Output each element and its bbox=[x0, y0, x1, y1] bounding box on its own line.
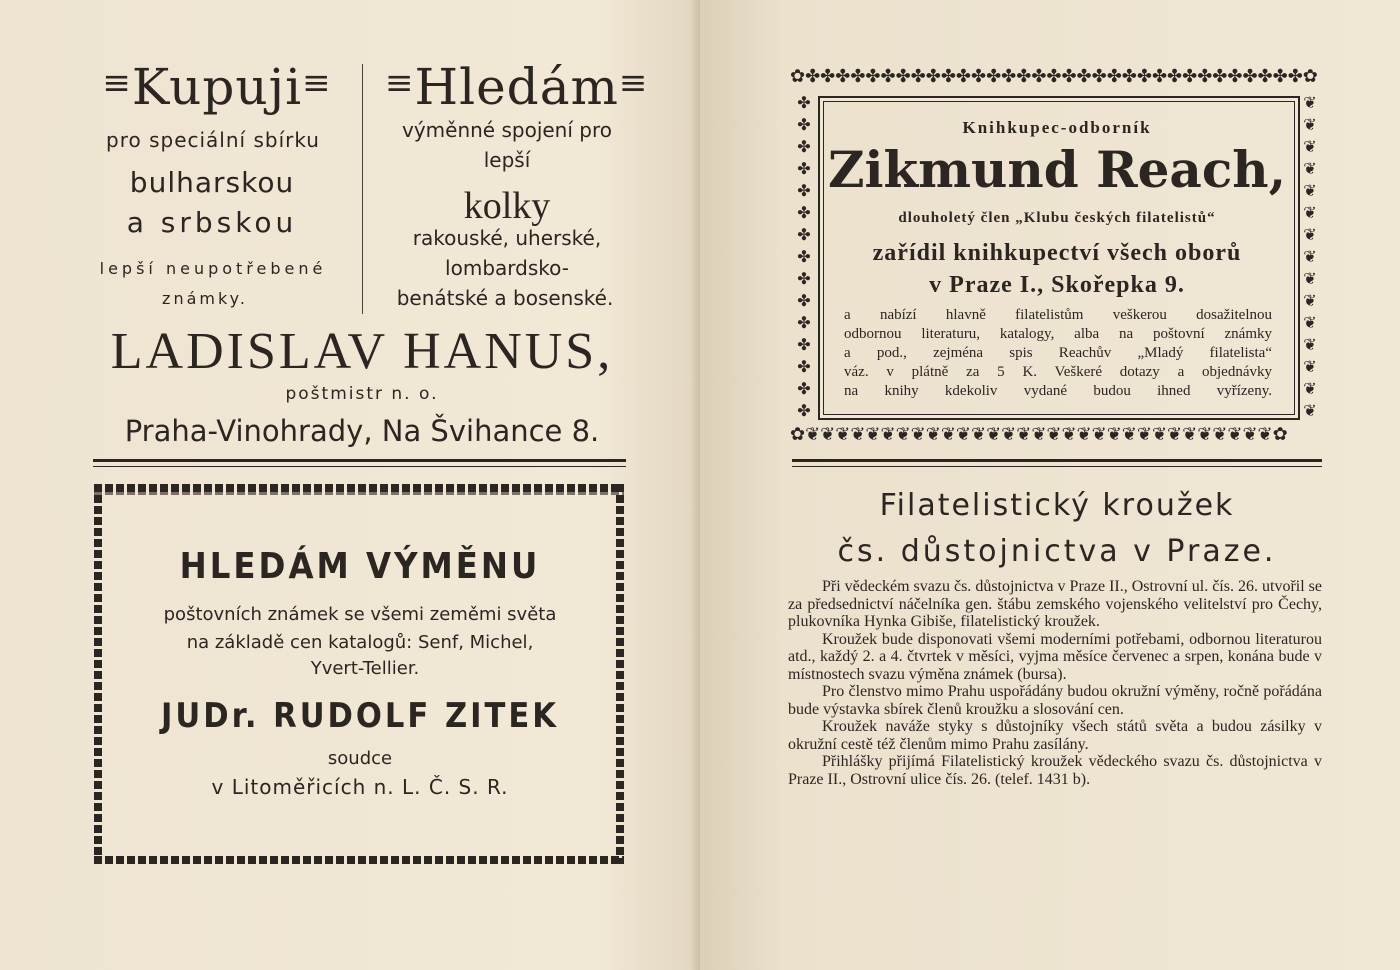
kupuji-heading: ≡Kupuji≡ bbox=[102, 58, 332, 116]
section-rule bbox=[93, 459, 626, 462]
dotted-border-bottom bbox=[94, 856, 624, 864]
reach-text-line: váz. v plátně za 5 K. Veškeré dotazy a objednávky bbox=[844, 364, 1272, 380]
hledam-line-3: kolky bbox=[463, 185, 551, 227]
reach-line-2: v Praze I., Skořepka 9. bbox=[929, 272, 1185, 298]
kupuji-line-4: lepší neupotřebené bbox=[99, 259, 327, 278]
hledam-line-4: rakouské, uherské, bbox=[412, 226, 602, 250]
dotted-border-top bbox=[94, 484, 624, 492]
article-paragraph: Při vědeckém svazu čs. důstojnictva v Praze II., Ostrovní ul. čís. 26. utvořil se za předsednictví náčelníka gen. štábu zemského vojenského velitelství pro Čechy, plukovníka Hynka Gibiše, filatelistický kroužek. bbox=[788, 578, 1322, 630]
zitek-line-3: Yvert-Tellier. bbox=[310, 658, 420, 679]
article-paragraph: Kroužek naváže styky s důstojníky všech států světa a budou zásilky v okružní cestě též členům mimo Prahu zasílány. bbox=[788, 718, 1322, 753]
hledam-line-5: lombardsko- bbox=[445, 256, 569, 280]
advertiser-name-hanus: LADISLAV HANUS, bbox=[110, 323, 614, 380]
kupuji-line-5: známky. bbox=[162, 289, 248, 308]
article-paragraph: Pro členstvo mimo Prahu uspořádány budou okružní výměny, ročně pořádána bude výstavka sbírek členů kroužku a slosování cen. bbox=[788, 683, 1322, 718]
ornament-border-right: ❦ ❦ ❦ ❦ ❦ ❦ ❦ ❦ ❦ ❦ ❦ ❦ ❦ ❦ ❦ bbox=[1303, 93, 1317, 420]
section-rule-thin bbox=[93, 466, 626, 467]
column-divider bbox=[362, 64, 363, 314]
zitek-place: v Litoměřicích n. L. Č. S. R. bbox=[211, 775, 509, 799]
zitek-role: soudce bbox=[327, 748, 393, 769]
zitek-line-1: poštovních známek se všemi zeměmi světa bbox=[163, 604, 557, 625]
reach-name: Zikmund Reach, bbox=[827, 140, 1287, 199]
advertiser-role-hanus: poštmistr n. o. bbox=[285, 384, 439, 404]
ornament-border-top: ✿✤✤✤✤✤✤✤✤✤✤✤✤✤✤✤✤✤✤✤✤✤✤✤✤✤✤✤✤✤✤✤✤✤✿ bbox=[790, 66, 1318, 87]
reach-member: dlouholetý člen „Klubu českých filatelistů“ bbox=[898, 210, 1216, 226]
article-title-line-1: Filatelistický kroužek bbox=[879, 488, 1235, 523]
reach-text-block bbox=[844, 306, 1272, 401]
kupuji-line-3: a srbskou bbox=[126, 206, 298, 239]
section-rule-thin bbox=[792, 466, 1322, 467]
dotted-border-right bbox=[616, 484, 624, 864]
zitek-headline: HLEDÁM VÝMĚNU bbox=[179, 546, 541, 587]
section-rule bbox=[792, 459, 1322, 462]
kupuji-line-2: bulharskou bbox=[129, 166, 295, 199]
triple-dash-ornament: ≡ bbox=[385, 63, 415, 103]
reach-kicker: Knihkupec-odborník bbox=[962, 118, 1152, 137]
hledam-line-1: výměnné spojení pro bbox=[402, 118, 612, 142]
reach-text-line: odbornou literaturu, katalogy, alba na poštovní známky bbox=[844, 326, 1272, 342]
triple-dash-ornament: ≡ bbox=[102, 63, 132, 103]
reach-text-line: a pod., zejména spis Reachův „Mladý filatelista“ bbox=[844, 345, 1272, 361]
zitek-line-2: na základě cen katalogů: Senf, Michel, bbox=[186, 632, 534, 653]
hledam-line-6: benátské a bosenské. bbox=[396, 286, 614, 310]
triple-dash-ornament: ≡ bbox=[302, 63, 332, 103]
article-paragraph: Přihlášky přijímá Filatelistický kroužek vědeckého svazu čs. důstojnictva v Praze II., Ostrovní ulice čís. 26. (telef. 1431 b). bbox=[788, 753, 1322, 788]
article-paragraph: Kroužek bude disponovati všemi moderními potřebami, odbornou literaturou atd., každý 2. a 4. čtvrtek v měsíci, vyjma měsíce červenec a srpen, konána bude v místnostech svazu výměna známek (bursa). bbox=[788, 630, 1322, 683]
article-title-line-2: čs. důstojnictva v Praze. bbox=[837, 534, 1277, 569]
dotted-border-left bbox=[94, 484, 102, 864]
dotted-border-top-inner bbox=[94, 492, 624, 495]
ornament-border-bottom: ✿❦❦❦❦❦❦❦❦❦❦❦❦❦❦❦❦❦❦❦❦❦❦❦❦❦❦❦❦❦❦❦✿ bbox=[790, 424, 1288, 445]
hledam-line-2: lepší bbox=[483, 148, 531, 172]
ornament-border-left: ✤ ✤ ✤ ✤ ✤ ✤ ✤ ✤ ✤ ✤ ✤ ✤ ✤ ✤ ✤ bbox=[797, 93, 811, 420]
advertiser-address-hanus: Praha-Vinohrady, Na Švihance 8. bbox=[124, 414, 600, 448]
zitek-name: JUDr. RUDOLF ZITEK bbox=[161, 696, 559, 736]
triple-dash-ornament: ≡ bbox=[618, 63, 649, 103]
reach-line-1: zařídil knihkupectví všech oborů bbox=[872, 240, 1242, 266]
reach-text-line: a nabízí hlavně filatelistům veškerou dosažitelnou bbox=[844, 307, 1272, 323]
kupuji-line-1: pro speciální sbírku bbox=[106, 128, 320, 152]
reach-text-line: na knihy kdekoliv vydané budou ihned vyřízeny. bbox=[844, 383, 1272, 399]
article-body bbox=[788, 578, 1322, 788]
hledam-heading: ≡Hledám≡ bbox=[385, 58, 649, 116]
